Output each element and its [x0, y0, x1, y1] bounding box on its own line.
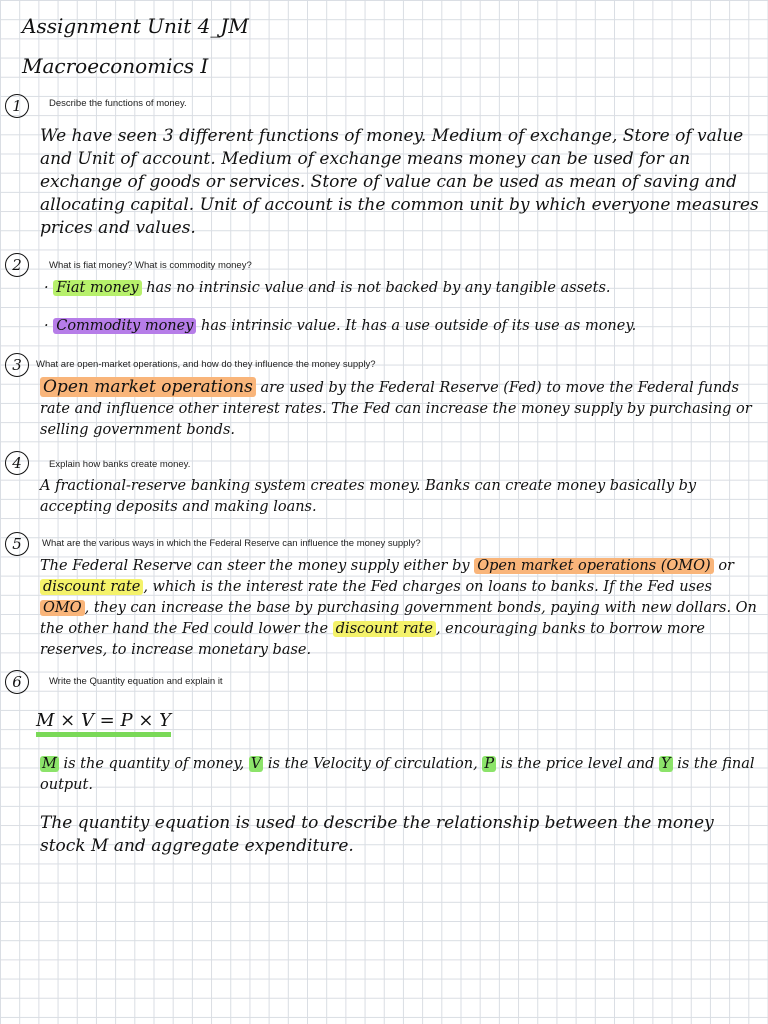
equation-variables-explanation [40, 754, 762, 796]
question-5-answer [40, 556, 762, 661]
question-6-prompt: Write the Quantity equation and explain it [49, 676, 223, 687]
fiat-money-term: Fiat money [53, 280, 141, 296]
q5-text-part-3: , which is the interest rate the Fed charges on loans to banks. If the Fed uses [143, 579, 712, 595]
variable-y: Y [661, 756, 671, 772]
fiat-money-definition: has no intrinsic value and is not backed by any tangible assets. [146, 280, 611, 296]
bullet: · [44, 318, 54, 334]
question-3-answer-text: are used by the Federal Reserve (Fed) to move the Federal funds rate and influence other interest rates. The Fed can increase the money supply by purchasing or selling government bonds. [40, 380, 752, 438]
commodity-money-definition: has intrinsic value. It has a use outside of its use as money. [201, 318, 637, 334]
q5-text-part-4: , they can increase the base by purchasing government bonds, paying with new dollars. On the other hand the Fed could lower the [40, 600, 757, 637]
variable-p-definition: is the price level and [500, 756, 655, 772]
variable-m-definition: is the quantity of money, [63, 756, 245, 772]
question-number-1: 1 [5, 94, 29, 118]
question-number-6: 6 [5, 670, 29, 694]
variable-p: P [484, 756, 495, 772]
omo-full-term: Open market operations (OMO) [474, 558, 714, 574]
quantity-equation-text: M × V = P × Y [36, 710, 171, 737]
question-3-answer [40, 376, 762, 441]
assignment-title: Assignment Unit 4_JM [22, 14, 249, 38]
question-number-4: 4 [5, 451, 29, 475]
variable-v-definition: is the Velocity of circulation, [267, 756, 478, 772]
question-4-prompt: Explain how banks create money. [49, 459, 191, 470]
q5-text-part-2: or [718, 558, 734, 574]
question-2-prompt: What is fiat money? What is commodity money? [49, 260, 252, 271]
question-1-answer: We have seen 3 different functions of money. Medium of exchange, Store of value and Unit of account. Medium of exchange means money can be used for an exchange of goods or services. Store of value can be used as mean of saving and allocating capital. Unit of account is the common unit by which everyone measures prices and values. [40, 126, 759, 238]
fiat-money-line [44, 278, 764, 299]
question-number-3: 3 [5, 353, 29, 377]
question-5-prompt: What are the various ways in which the Federal Reserve can influence the money supply? [42, 538, 421, 549]
question-number-5: 5 [5, 532, 29, 556]
q5-text-part-5: , encouraging banks to borrow more reserves, to increase monetary base. [40, 621, 705, 658]
variable-v: V [250, 756, 262, 772]
variable-y-definition: is the final output. [40, 756, 755, 793]
discount-rate-term: discount rate [40, 579, 143, 595]
open-market-operations-term: Open market operations [40, 377, 256, 397]
omo-short-term: OMO [40, 600, 85, 616]
question-1-prompt: Describe the functions of money. [49, 98, 187, 109]
commodity-money-line [44, 316, 764, 337]
quantity-equation [36, 710, 171, 731]
question-number-2: 2 [5, 253, 29, 277]
question-3-prompt: What are open-market operations, and how do they influence the money supply? [36, 359, 376, 370]
discount-rate-term-2: discount rate [333, 621, 436, 637]
q5-text-part-1: The Federal Reserve can steer the money supply either by [40, 558, 470, 574]
subject-title: Macroeconomics I [22, 54, 209, 78]
variable-m: M [42, 756, 57, 772]
bullet: · [44, 280, 54, 296]
question-4-answer: A fractional-reserve banking system creates money. Banks can create money basically by accepting deposits and making loans. [40, 478, 697, 515]
quantity-equation-explanation: The quantity equation is used to describe the relationship between the money stock M and aggregate expenditure. [40, 813, 714, 856]
commodity-money-term: Commodity money [53, 318, 196, 334]
